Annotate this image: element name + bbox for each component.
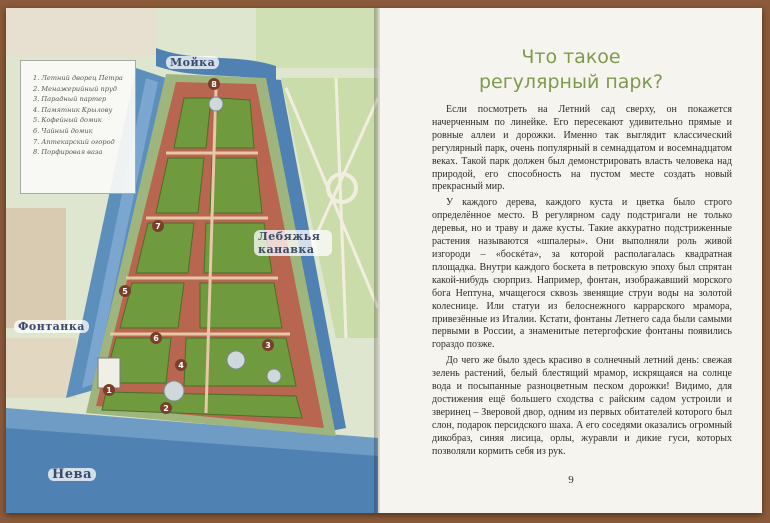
marker-3: 3: [265, 341, 271, 350]
page-title: [380, 45, 762, 95]
paragraph: До чего же было здесь красиво в солнечный летний день: свежая зелень растений, белый блестящий мрамор, искрящаяся на солнце вода и посыпанные разноцветным песком дорожки! Видимо, для достижения ещё большего сходства с райским садом устроили и зверинец – Зверовой двор, одним из первых обитателей которого был слон, подарок персидского шаха. А его соседями оказались огромный дикобраз, синяя лисица, орлы, журавли и дикие гуси, которых позволяли кормить себя из рук.: [432, 355, 732, 457]
legend-item: 4. Памятник Крылову: [33, 105, 113, 114]
marker-2: 2: [163, 404, 169, 413]
text-page: [380, 8, 762, 513]
legend-item: 3. Парадный партер: [33, 95, 107, 104]
river-label-fontanka: Фонтанка: [14, 320, 89, 333]
canal-label-lebyazhya: Лебяжья канавка: [254, 230, 332, 256]
river-label-moika: Мойка: [166, 56, 219, 69]
marker-6: 6: [153, 334, 159, 343]
title-line-1: Что такое: [521, 46, 621, 68]
open-book: [6, 8, 762, 513]
map-legend: [20, 60, 136, 194]
legend-item: 1. Летний дворец Петра: [33, 74, 123, 82]
title-line-2: регулярный парк?: [478, 71, 664, 93]
page-number: 9: [568, 474, 574, 486]
paragraph: Если посмотреть на Летний сад сверху, он покажется начерченным по линейке. Его пересекают удивительно прямые и ровные аллеи и дорожки. Именно так выглядит классический регулярный парк, очень популярный в семнадцатом и восемнадцатом веках. Такой парк должен был демонстрировать власть человека над природой, его способность на пустом месте создать новый прекрасный мир.: [432, 104, 732, 193]
legend-item: 2. Менажерийный пруд: [33, 84, 117, 93]
marker-5: 5: [122, 287, 128, 296]
marker-7: 7: [155, 222, 161, 231]
legend-item: 8. Порфировая ваза: [33, 148, 103, 157]
marker-4: 4: [178, 361, 184, 370]
paragraph: У каждого дерева, каждого куста и цветка было строго определённое место. В регулярном саду подстригали не только деревья, но и траву и даже кусты. Такие аккуратно подстриженные растения называются «шпалеры». Они выполняли роль живой изгороди – «боскéта», за которой располагалась квадратная площадка. Внутри каждого боскета в петровскую эпоху был спрятан какой-нибудь сюрприз. Например, фонтан, изображавший морского бога Нептуна, мчащегося сквозь звенящие струи воды на золотой колеснице. Или статуи из белоснежного каррарского мрамора, привезённые из Италии. Кстати, фонтаны Летнего сада были самыми первыми в России, а знаменитые петергофские фонтаны появились гораздо позже.: [432, 197, 732, 351]
river-label-neva: Нева: [48, 468, 96, 481]
marker-8: 8: [211, 80, 217, 89]
marker-1: 1: [106, 386, 112, 395]
map-page: [6, 8, 378, 513]
legend-item: 6. Чайный домик: [33, 126, 93, 135]
article-body: [432, 104, 732, 461]
legend-item: 7. Аптекарский огород: [33, 137, 115, 146]
legend-item: 5. Кофейный домик: [33, 116, 102, 125]
